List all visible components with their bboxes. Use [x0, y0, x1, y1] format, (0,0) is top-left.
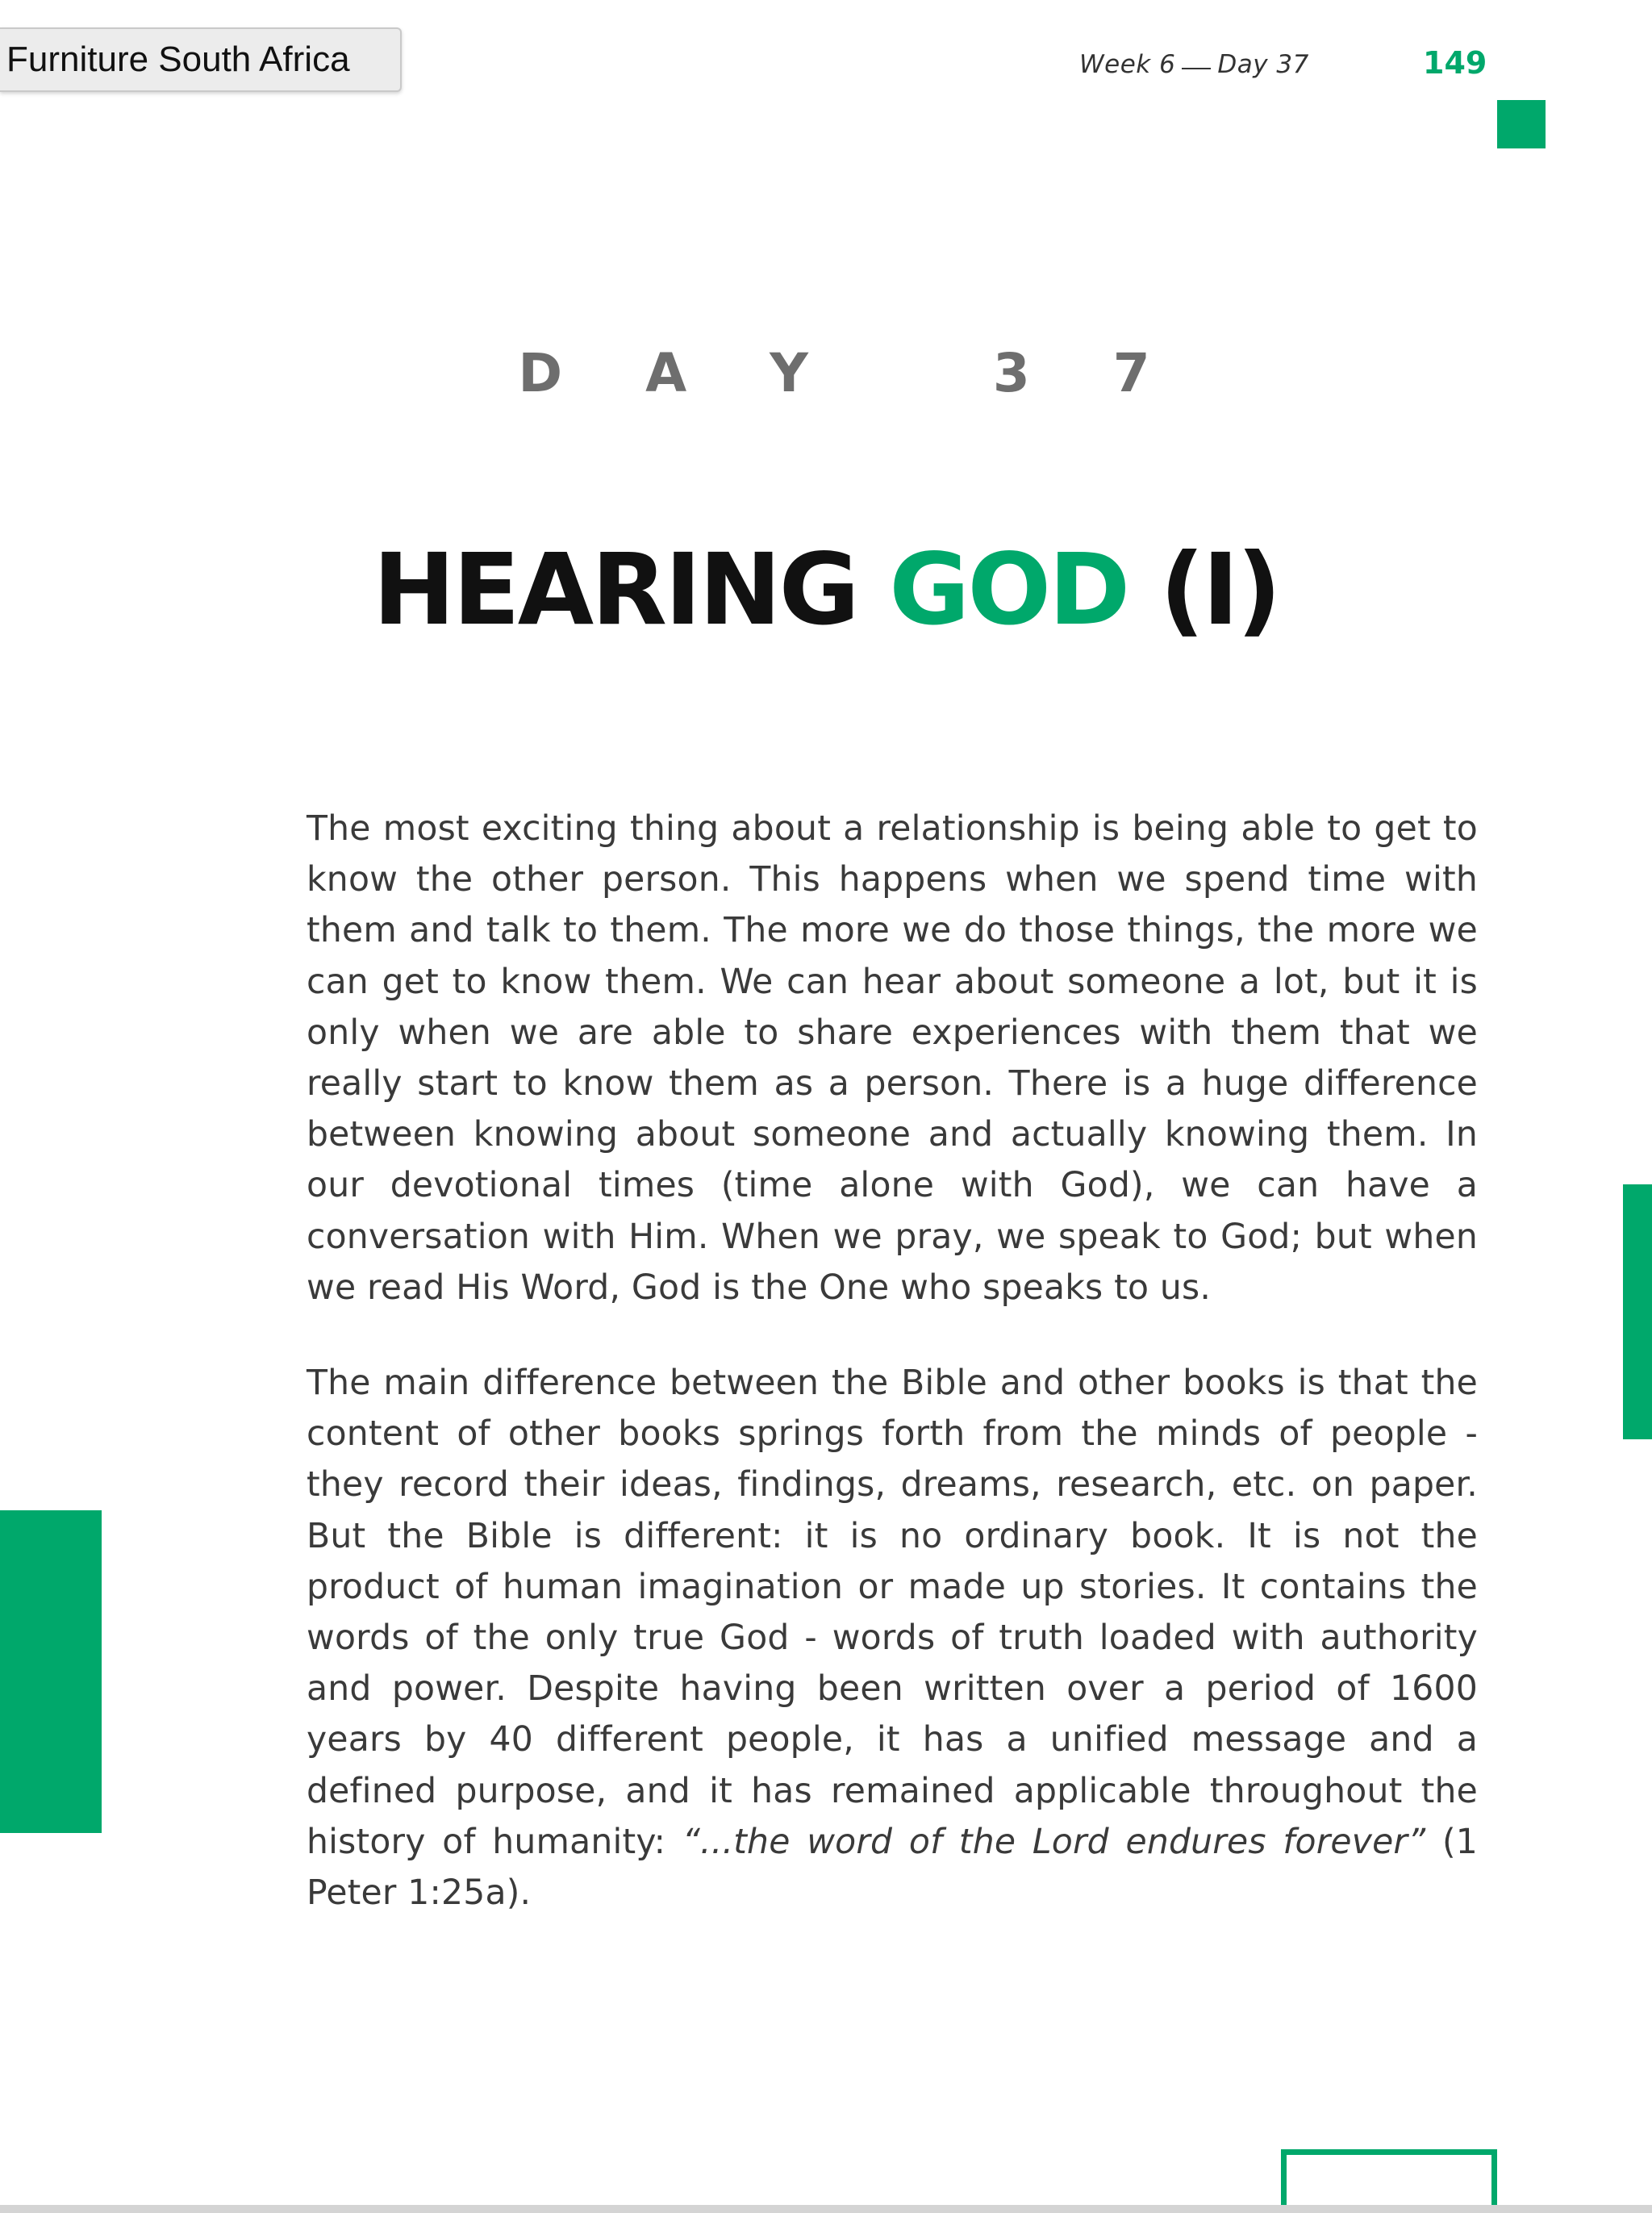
scripture-reference: (1 Peter 1:25a). — [307, 1822, 1478, 1914]
left-side-tab — [0, 1510, 102, 1833]
scripture-quote: “...the word of the Lord endures forever” — [682, 1822, 1426, 1862]
bottom-scroll-edge — [0, 2205, 1652, 2213]
title-part-numeral: (I) — [1128, 532, 1279, 647]
day-header-label: Day 37 — [1217, 50, 1309, 79]
tooltip-label: Furniture South Africa — [0, 27, 402, 92]
bottom-outline-box — [1281, 2149, 1497, 2213]
right-side-tab — [1623, 1184, 1652, 1439]
title-part-hearing: HEARING — [373, 532, 890, 647]
body-text — [307, 804, 1478, 1963]
separator-line — [1182, 68, 1211, 69]
page-title — [0, 532, 1652, 647]
day-number-label: D A Y 3 7 — [518, 342, 1183, 404]
week-label: Week 6 — [1079, 50, 1176, 79]
running-head — [1079, 50, 1321, 79]
corner-accent-square — [1497, 100, 1546, 148]
page-number: 149 — [1423, 45, 1487, 81]
paragraph-1: The most exciting thing about a relationship is being able to get to know the other person. This happens when we spend time with them and talk to them. The more we do those things, the more we can get to know them. We can hear about someone a lot, but it is only when we are able to share experiences with them that we really start to know them as a person. There is a huge difference between knowing about someone and actually knowing them. In our devotional times (time alone with God), we can have a conversation with Him. When we pray, we speak to God; but when we read His Word, God is the One who speaks to us. — [307, 809, 1478, 1308]
paragraph-2-text: The main difference between the Bible and other books is that the content of other books springs forth from the minds of people - they record their ideas, findings, dreams, research, etc. on paper. But the Bible is different: it is no ordinary book. It is not the product of human imagination or made up stories. It contains the words of the only true God - words of truth loaded with authority and power. Despite having been written over a period of 1600 years by 40 different people, it has a unified message and a defined purpose, and it has remained applicable throughout the history of humanity: — [307, 1363, 1478, 1862]
title-accent-god: GOD — [889, 532, 1128, 647]
paragraph-2 — [307, 1358, 1478, 1919]
